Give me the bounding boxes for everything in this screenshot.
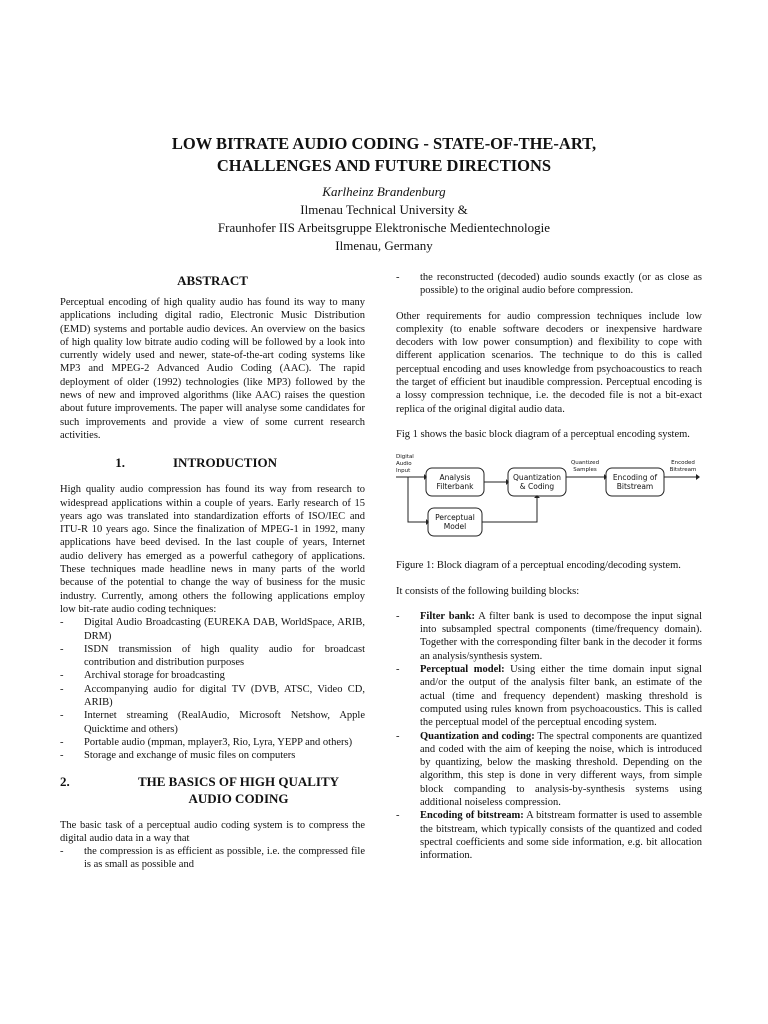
figure-caption: Figure 1: Block diagram of a perceptual encoding/decoding system. — [396, 560, 681, 572]
list-item: - Portable audio (mpman, mplayer3, Rio, Lyra, YEPP and others) — [60, 736, 365, 749]
list-item — [396, 809, 702, 862]
basics-number: 2. — [60, 773, 70, 789]
block-term: Perceptual model: — [420, 664, 505, 676]
list-item: - Internet streaming (RealAudio, Microsoft Netshow, Apple Quicktime and others) — [60, 709, 365, 736]
applications-list — [60, 616, 365, 762]
output-label-2: Bitstream — [669, 467, 697, 474]
input-label-3: Input — [396, 468, 411, 475]
list-item: - the reconstructed (decoded) audio sounds exactly (or as close as possible) to the original audio before compression. — [396, 271, 702, 298]
author-block — [0, 183, 768, 255]
list-item: - the compression is as efficient as possible, i.e. the compressed file is as small as possible and — [60, 845, 365, 872]
intro-heading — [60, 454, 365, 471]
list-item: - Accompanying audio for digital TV (DVB, ATSC, Video CD, ARIB) — [60, 683, 365, 710]
list-item — [396, 610, 702, 663]
list-item: - ISDN transmission of high quality audio for broadcast contribution and distribution purposes — [60, 643, 365, 670]
building-blocks-intro: It consists of the following building blocks: — [396, 585, 580, 597]
list-item — [396, 663, 702, 729]
author-location: Ilmenau, Germany — [335, 238, 433, 253]
intro-number: 1. — [115, 455, 125, 471]
left-column — [60, 272, 365, 872]
list-item: - Digital Audio Broadcasting (EUREKA DAB, WorldSpace, ARIB, DRM) — [60, 616, 365, 643]
input-label-1: Digital — [396, 454, 414, 461]
basics-heading — [60, 773, 365, 807]
building-blocks-list — [396, 610, 702, 863]
model-label-1: Perceptual — [435, 513, 475, 523]
input-to-model-arrow — [408, 477, 426, 522]
filterbank-label-2: Filterbank — [436, 482, 474, 492]
abstract-heading: ABSTRACT — [177, 273, 248, 288]
abstract-text: Perceptual encoding of high quality audio has found its way to many applications including digital radio, Electronic Music Distribution (EMD) systems and portable audio devices. An overview on the basics of high quality low bitrate audio coding will be followed by a look into currently widely used and newer, state-of-the-art coding systems like MP3 and MPEG-2 Advanced Audio Coding (AAC). The rapid deployment of older (1992) technologies (like MP3) followed by the news of new and improved algorithms (like AAC) raises the question about future improvements. The paper will analyse some candidates for such improvements and provide a view of some current research activities. — [60, 297, 365, 441]
input-label-2: Audio — [396, 461, 412, 468]
quantized-label-1: Quantized — [570, 460, 600, 467]
block-diagram — [396, 453, 702, 541]
block-text: A bitstream formatter is used to assemble the bitstream, which typically consists of the quantized and coded spectral coefficients and some side information, e.g. bit allocation information. — [420, 810, 702, 862]
basics-title-line-2: AUDIO CODING — [188, 790, 289, 806]
requirements-list — [60, 845, 365, 872]
figure-intro: Fig 1 shows the basic block diagram of a perceptual encoding system. — [396, 428, 690, 440]
block-term: Encoding of bitstream: — [420, 810, 524, 822]
title-line-2: CHALLENGES AND FUTURE DIRECTIONS — [216, 156, 552, 175]
model-label-2: Model — [443, 522, 467, 532]
block-diagram-svg — [396, 453, 702, 541]
requirements-list-cont — [396, 271, 702, 298]
block-term: Filter bank: — [420, 610, 476, 622]
block-text: Using either the time domain input signal and/or the output of the analysis filter bank, an estimate of the actual (time and frequency dependent) masking threshold is computed using rules known from psychoacoustics. This is called the perceptual model of the perceptual encoding system. — [420, 664, 702, 729]
basics-title-line-1: THE BASICS OF HIGH QUALITY — [137, 773, 340, 789]
bitstream-label-2: Bitstream — [616, 482, 654, 492]
list-item — [396, 730, 702, 810]
quant-label-2: & Coding — [519, 482, 555, 492]
model-to-quant-arrow — [482, 498, 537, 522]
paper-title — [0, 133, 768, 177]
list-item: - Storage and exchange of music files on computers — [60, 749, 365, 762]
basics-paragraph-2: Other requirements for audio compression techniques include low complexity (to enable software decoders or inexpensive hardware decoders with low power consumption) and flexibility to cope with different application scenarios. The technique to do this is called perceptual encoding and uses knowledge from psychoacoustics to reach the target of efficient but inaudible compression. Perceptual encoding is a lossy compression technique, i.e. the decoded file is not a bit-exact replica of the original digital audio data. — [396, 310, 702, 415]
block-text: The spectral components are quantized and coded with the aim of keeping the noise, which is introduced by quantizing, below the masking threshold. Depending on the algorithm, this step is done in very different ways, from simple block companding to analysis-by-synthesis systems using additional noiseless compression. — [420, 730, 702, 809]
block-term: Quantization and coding: — [420, 730, 535, 742]
author-name: Karlheinz Brandenburg — [322, 184, 446, 199]
right-column — [396, 271, 702, 863]
block-text: A filter bank is used to decompose the input signal into subsampled spectral components (time/frequency domain). Together with the corresponding filter bank in the decoder it forms an analysis/synthesis system. — [420, 610, 702, 662]
affiliation-2: Fraunhofer IIS Arbeitsgruppe Elektronische Medientechnologie — [217, 220, 551, 235]
output-label-1: Encoded — [671, 460, 695, 467]
intro-title: INTRODUCTION — [173, 455, 278, 471]
title-line-1: LOW BITRATE AUDIO CODING - STATE-OF-THE-ART, — [171, 134, 597, 153]
intro-text: High quality audio compression has found its way from research to widespread applications within a couple of years. Early research of 15 years ago was translated into standardization efforts of ISO/IEC and ITU-R 10 years ago. Since the finalization of MPEG-1 in 1992, many applications have beed devised. In the last couple of years, Internet audio delivery has emerged as a powerful cathegory of applications. These techniques made headline news in many parts of the world because of the potential to change the way of business for the music industry. Currently, among others the following applications employ low bit-rate audio coding techniques: — [60, 484, 365, 615]
bitstream-label-1: Encoding of — [612, 473, 658, 483]
list-item: - Archival storage for broadcasting — [60, 669, 365, 682]
affiliation-1: Ilmenau Technical University & — [300, 202, 468, 217]
basics-text: The basic task of a perceptual audio coding system is to compress the digital audio data in a way that — [60, 819, 365, 844]
filterbank-label-1: Analysis — [439, 473, 471, 483]
quantized-label-2: Samples — [573, 467, 597, 474]
quant-label-1: Quantization — [513, 473, 561, 483]
